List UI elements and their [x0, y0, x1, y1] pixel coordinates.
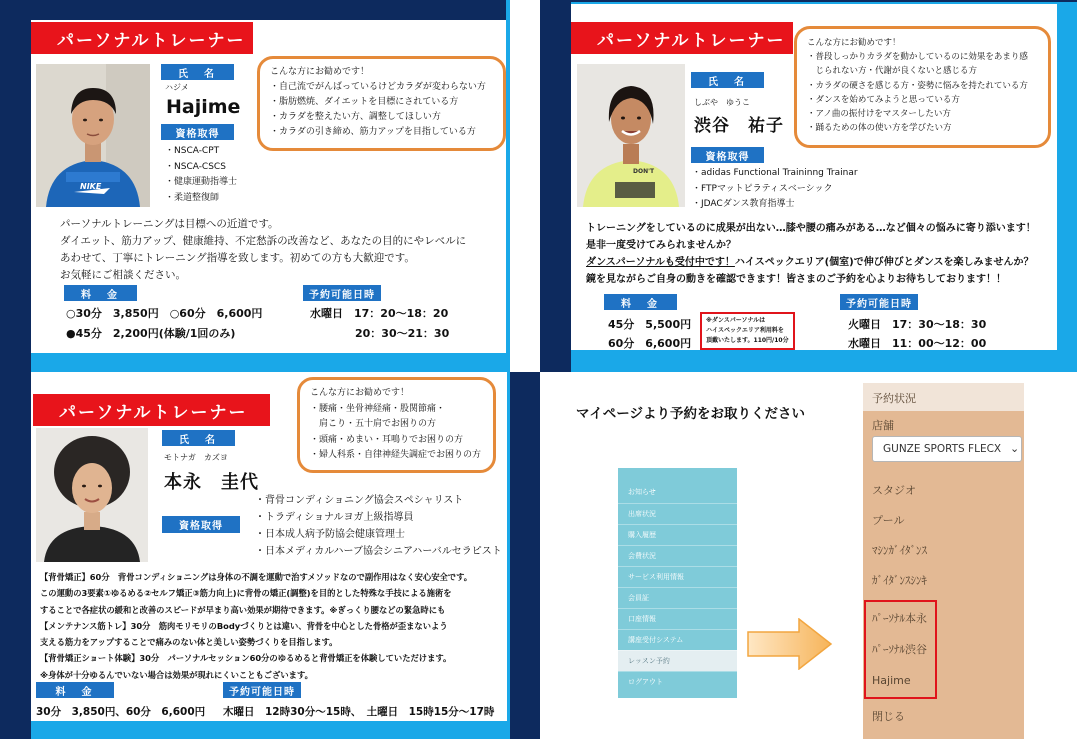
card-hajime	[0, 0, 510, 372]
trainer-name: Hajime	[166, 96, 241, 118]
reservation-title: 予約状況	[872, 392, 916, 405]
mypage-guide	[540, 372, 1077, 739]
qualification-list: ・NSCA-CPT ・NSCA-CSCS ・健康運動指導士 ・柔道整復師	[165, 146, 238, 203]
recommend-bubble: こんな方にお勧めです！ ・腰痛・坐骨神経痛・股関節痛・ 肩こり・五十肩でお困りの方 ・頭痛・めまい・耳鳴りでお困りの方 ・婦人科系・自律神経失調症でお困りの方	[297, 377, 496, 473]
close-button[interactable]: 閉じる	[872, 710, 905, 723]
mypage-menu	[618, 468, 737, 698]
menu-item-logout[interactable]: ログアウト	[618, 671, 737, 692]
name-kana: ハジメ	[165, 83, 189, 92]
trainer-name: 本永 圭代	[164, 472, 259, 493]
fee-line: 60分 6,600円	[608, 337, 692, 350]
menu-item-lesson-reservation[interactable]: レッスン予約	[618, 650, 737, 671]
card-banner: パーソナルトレーナー	[31, 22, 253, 54]
underlined-text: ダンスパーソナルも受付中です！	[586, 257, 735, 268]
card-banner: パーソナルトレーナー	[33, 394, 270, 426]
reserve-item-new-guidance[interactable]: ｶﾞｲﾀﾞﾝｽｼﾝｷ	[872, 574, 927, 587]
description-remainder: ハイスペックエリア(個室)で伸び伸びとダンスを楽しみませんか？	[734, 257, 1034, 268]
fee-line: ●45分 2,200円(体験/1回のみ)	[66, 327, 236, 340]
chevron-down-icon: ⌄	[1010, 442, 1020, 455]
trainer-photo	[36, 428, 148, 562]
mypage-heading: マイページより予約をお取りください	[576, 406, 805, 422]
qualification-label: 資格取得	[161, 124, 234, 140]
description: パーソナルトレーニングは目標への近道です。 ダイエット、筋力アップ、健康維持、不定愁訴の改善など、あなたの目的にやレベルに あわせて、丁寧にトレーニング指導を致します。初めての方も大歓迎です。 お気軽にご相談ください。	[60, 218, 467, 281]
schedule-line: 水曜日 11：00～12：00	[848, 337, 987, 350]
name-kana: しぶや ゆうこ	[694, 98, 750, 107]
name-label: 氏 名	[161, 64, 234, 80]
schedule-line: 20：30～21：30	[355, 327, 450, 340]
name-label: 氏 名	[691, 72, 764, 88]
reserve-item-motonaga[interactable]: ﾊﾟｰｿﾅﾙ本永	[872, 612, 927, 625]
fee-label: 料 金	[36, 682, 114, 698]
menu-item-fees[interactable]: 会費状況	[618, 545, 737, 566]
schedule-line: 木曜日 12時30分～15時、 土曜日 15時15分～17時	[223, 706, 495, 718]
trainer-photo	[36, 64, 150, 207]
store-label: 店舗	[872, 419, 894, 432]
store-select-value: GUNZE SPORTS FLECX	[883, 443, 1002, 455]
description: 【背骨矯正】60分 背骨コンディショニングは身体の不調を運動で治すメソッドなので副作用はなく安心安全です。 この運動の3要素①ゆるめる②セルフ矯正③筋力向上)に背骨の矯正(調整)を目的とした特殊な手技による施術を することで各症状の緩和と改善のスピードが早まり高い効果が期待できます。※ぎっくり腰などの緊急時にも 【メンテナンス筋トレ】30分 筋肉モリモリのBodyづくりとは違い、背骨を中心とした骨格が歪まないよう 支える筋力をアップすることで痛みのない体と美しい姿勢づくりを目指します。 【背骨矯正ショート体験】30分 パーソナルセッション60分のゆるめると背骨矯正を体験していただけます。 ※身体が十分ゆるんでいない場合は効果が現れにくいこともございます。	[40, 572, 473, 680]
recommend-bubble: こんな方にお勧めです！ ・普段しっかりカラダを動かしているのに効果をあまり感 じられない方・代謝が良くないと感じる方 ・カラダの硬さを感じる方・姿勢に悩みを持たれている方 ・ダンスを始めてみようと思っている方 ・アノ曲の振付けをマスターしたい方 ・踊るための体の使い方を学びたい方	[794, 26, 1051, 148]
menu-item-course-system[interactable]: 講座受付システム	[618, 629, 737, 650]
qualification-list: ・adidas Functional Traininng Trainar ・FTPマットピラティスベーシック ・JDACダンス教育指導士	[692, 168, 858, 209]
reserve-item-machine-guidance[interactable]: ﾏｼﾝｶﾞｲﾀﾞﾝｽ	[872, 544, 927, 557]
reservation-title-bar	[863, 383, 1024, 411]
trainer-name: 渋谷 祐子	[694, 116, 784, 136]
reserve-item-studio[interactable]: スタジオ	[872, 484, 916, 497]
qualification-label: 資格取得	[162, 516, 240, 533]
reservation-items-personal	[863, 603, 1024, 696]
schedule-label: 予約可能日時	[303, 285, 381, 301]
fee-line: ○30分 3,850円 ○60分 6,600円	[66, 307, 263, 320]
shirt-logo: NIKE	[80, 182, 102, 191]
menu-item-member-card[interactable]: 会員証	[618, 587, 737, 608]
fee-line: 30分 3,850円、60分 6,600円	[36, 706, 206, 718]
fee-line: 45分 5,500円	[608, 318, 692, 331]
reserve-item-shibuya[interactable]: ﾊﾟｰｿﾅﾙ渋谷	[872, 643, 927, 656]
schedule-label: 予約可能日時	[840, 294, 918, 310]
reservation-panel	[863, 383, 1024, 739]
card-banner: パーソナルトレーナー	[571, 22, 793, 54]
card-motonaga	[0, 372, 540, 739]
menu-item-service-usage[interactable]: サービス利用情報	[618, 566, 737, 587]
menu-item-purchase-history[interactable]: 購入履歴	[618, 524, 737, 545]
qualification-list: ・背骨コンディショニング協会スペシャリスト ・トラディショナルヨガ上級指導員 ・日本成人病予防協会健康管理士 ・日本メディカルハーブ協会シニアハーバルセラピスト	[255, 495, 502, 557]
name-label: 氏 名	[162, 430, 235, 446]
right-arrow-icon	[747, 618, 833, 670]
name-kana: モトナガ カズヨ	[164, 453, 228, 462]
trainer-photo	[577, 64, 685, 207]
schedule-line: 水曜日 17：20～18：20	[310, 307, 449, 320]
menu-item-account[interactable]: 口座情報	[618, 608, 737, 629]
reserve-item-pool[interactable]: プール	[872, 514, 905, 527]
store-select[interactable]	[872, 436, 1022, 462]
menu-item-attendance[interactable]: 出席状況	[618, 503, 737, 524]
menu-item-news[interactable]: お知らせ	[628, 488, 656, 496]
recommend-bubble: こんな方にお勧めです！ ・自己流でがんばっているけどカラダが変わらない方 ・脂肪燃焼、ダイエットを目標にされている方 ・カラダを整えたい方、調整してほしい方 ・カラダの引き締め、筋力アップを目指している方	[257, 56, 506, 151]
schedule-label: 予約可能日時	[223, 682, 301, 698]
reservation-items	[863, 476, 1024, 596]
fee-label: 料 金	[64, 285, 137, 301]
schedule-line: 火曜日 17：30～18：30	[848, 318, 987, 331]
fee-label: 料 金	[604, 294, 677, 310]
description: トレーニングをしているのに成果が出ない…膝や腰の痛みがある…など個々の悩みに寄り添います！ 是非一度受けてみられませんか？ ダンスパーソナルも受付中です！ハイスペックエリア(個室)で伸び伸びとダンスを楽しみませんか？ 鏡を見ながらご自身の動きを確認できます！皆さまのご予約を心よりお待ちしております！！	[586, 223, 1036, 285]
reserve-item-hajime[interactable]: Hajime	[872, 674, 911, 687]
shirt-text: DON'T	[633, 168, 655, 175]
qualification-label: 資格取得	[691, 147, 764, 163]
dance-note: ※ダンスパーソナルは ハイスペックエリア利用料を 頂戴いたします。110円/10分	[700, 312, 795, 350]
card-shibuya	[540, 0, 1077, 372]
